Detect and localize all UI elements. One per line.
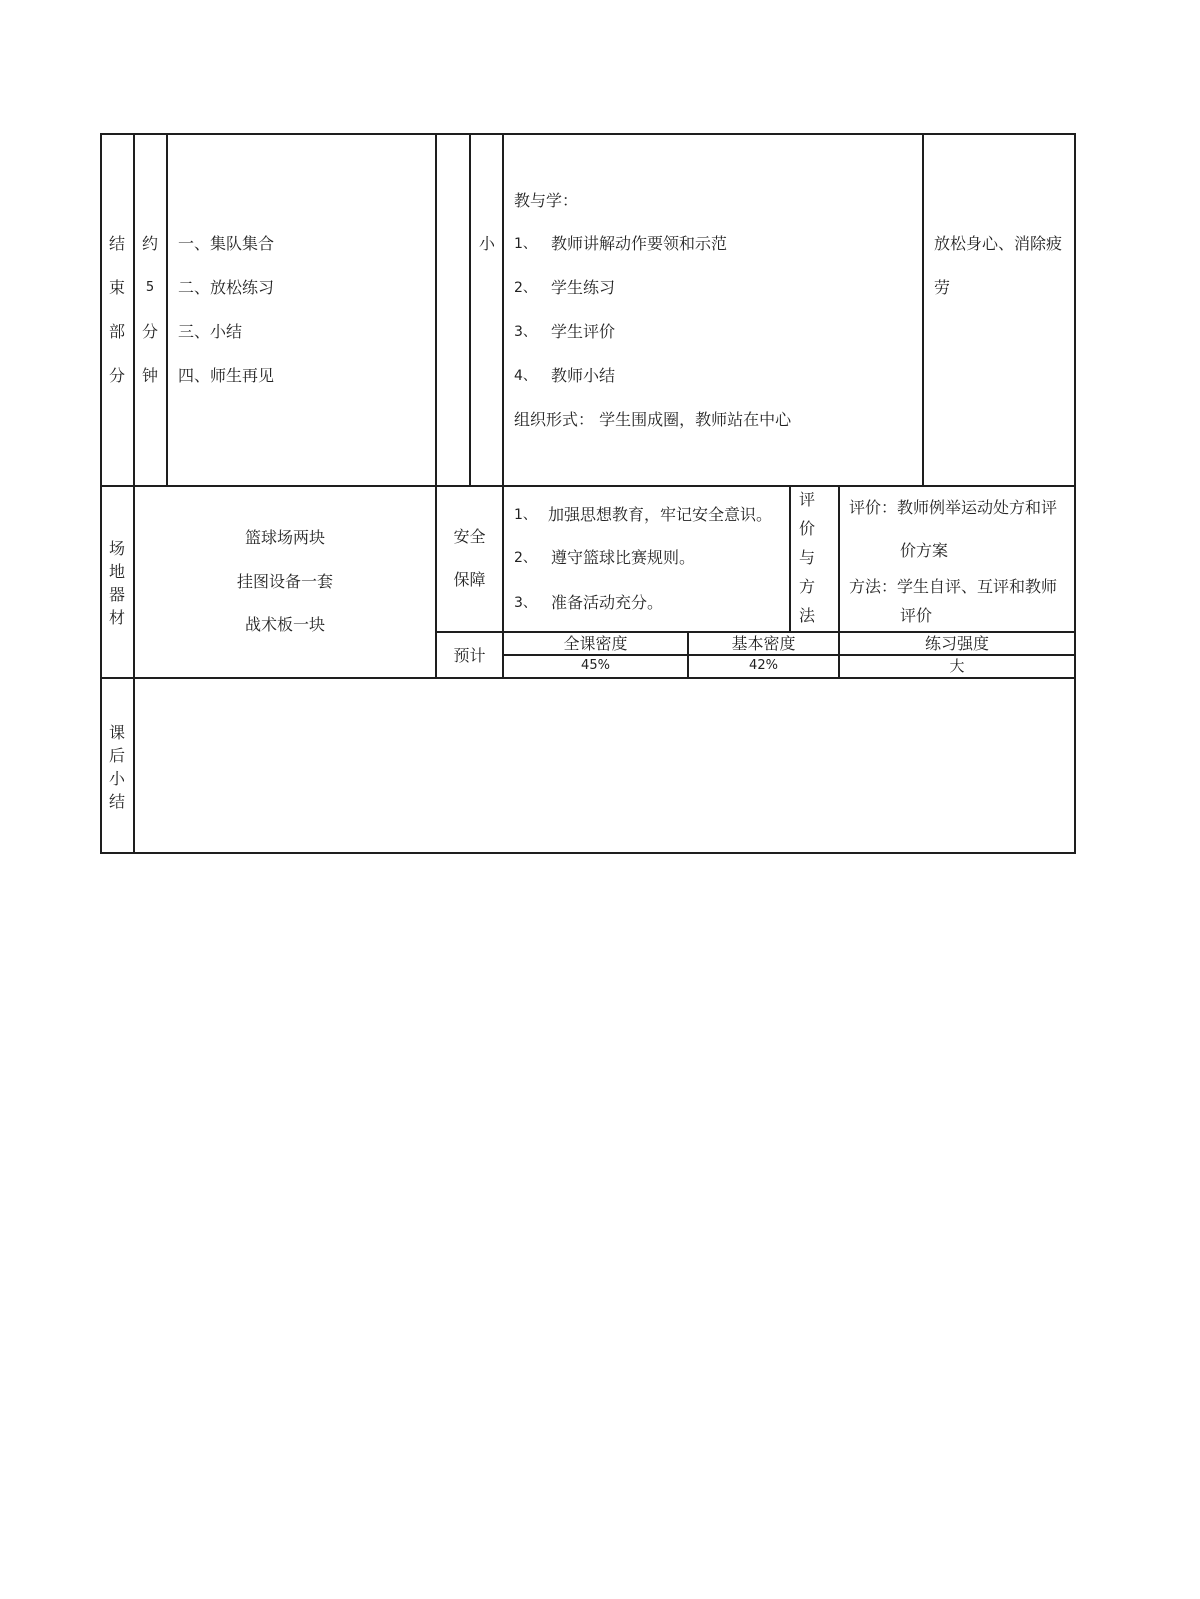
forecast-value: 42%: [749, 658, 778, 673]
eval-label-char: 法: [798, 606, 815, 625]
venue-item: 篮球场两块: [244, 528, 325, 547]
goal-line: 劳: [934, 278, 951, 297]
rule-forecast-mid: [503, 654, 1075, 656]
safety-label-line: 保障: [453, 570, 486, 589]
method-num: 4、: [514, 368, 537, 384]
venue-label-char: 地: [108, 562, 125, 581]
rule-left: [100, 133, 102, 854]
time-label-char: 约: [141, 234, 158, 253]
summary-label-char: 结: [108, 792, 125, 811]
venue-item: 战术板一块: [244, 615, 325, 634]
eval-line: 评价：教师例举运动处方和评: [849, 498, 1058, 517]
time-label-char: 钟: [141, 366, 158, 385]
rule-goal-col: [922, 133, 924, 486]
section-label-char: 结: [108, 234, 125, 253]
method-text: 学生评价: [551, 322, 616, 341]
safety-text: 准备活动充分。: [551, 593, 664, 612]
safety-text: 加强思想教育，牢记安全意识。: [548, 505, 773, 524]
eval-line: 方法：学生自评、互评和教师: [849, 577, 1058, 596]
rule-row1-bottom: [100, 485, 1075, 487]
safety-text: 遵守篮球比赛规则。: [551, 548, 696, 567]
rule-content-col: [435, 133, 437, 678]
venue-label-char: 器: [108, 585, 125, 604]
summary-label-char: 课: [108, 723, 125, 742]
time-label-char: 分: [141, 322, 158, 341]
rule-eval-left: [789, 485, 791, 632]
step-item: 一、集队集合: [178, 234, 275, 253]
goal-line: 放松身心、消除疲: [934, 234, 1063, 253]
summary-label-char: 小: [108, 769, 125, 788]
forecast-value: 大: [949, 657, 965, 675]
venue-item: 挂图设备一套: [236, 572, 333, 591]
section-label-char: 部: [108, 322, 125, 341]
section-label-char: 束: [108, 278, 125, 297]
rule-bottom: [100, 852, 1075, 854]
method-text: 学生练习: [551, 278, 616, 297]
eval-label-char: 与: [798, 548, 815, 567]
eval-line: 价方案: [900, 541, 949, 560]
summary-content-area[interactable]: [135, 679, 1074, 852]
rule-empty-col: [469, 133, 471, 486]
safety-num: 1、: [514, 507, 537, 523]
organization-form: 组织形式： 学生围成圈，教师站在中心: [514, 410, 792, 429]
eval-label-char: 方: [798, 577, 815, 596]
size-label: 小: [478, 234, 495, 253]
method-num: 2、: [514, 280, 537, 296]
rule-forecast-top: [436, 631, 1075, 633]
forecast-header: 基本密度: [731, 634, 796, 653]
step-item: 四、师生再见: [178, 366, 275, 385]
eval-label-char: 评: [798, 490, 815, 509]
eval-label-char: 价: [798, 519, 815, 538]
eval-line: 评价: [900, 606, 933, 625]
rule-top: [100, 133, 1075, 135]
method-num: 3、: [514, 324, 537, 340]
method-text: 教师小结: [551, 366, 616, 385]
rule-time-col: [166, 133, 168, 486]
method-num: 1、: [514, 236, 537, 252]
venue-label-char: 场: [108, 539, 125, 558]
forecast-header: 练习强度: [924, 634, 989, 653]
section-label-char: 分: [108, 366, 125, 385]
rule-right: [1074, 133, 1076, 854]
forecast-value: 45%: [581, 658, 610, 673]
forecast-label: 预计: [453, 646, 486, 665]
step-item: 二、放松练习: [178, 278, 275, 297]
step-item: 三、小结: [178, 322, 243, 341]
method-title: 教与学：: [514, 191, 579, 210]
safety-num: 2、: [514, 550, 537, 566]
summary-label-char: 后: [108, 746, 125, 765]
safety-label-line: 安全: [453, 527, 486, 546]
method-text: 教师讲解动作要领和示范: [551, 234, 728, 253]
forecast-header: 全课密度: [563, 634, 628, 653]
rule-method-col: [502, 133, 504, 678]
time-label-char: 5: [145, 280, 155, 295]
safety-num: 3、: [514, 595, 537, 611]
venue-label-char: 材: [108, 608, 125, 627]
